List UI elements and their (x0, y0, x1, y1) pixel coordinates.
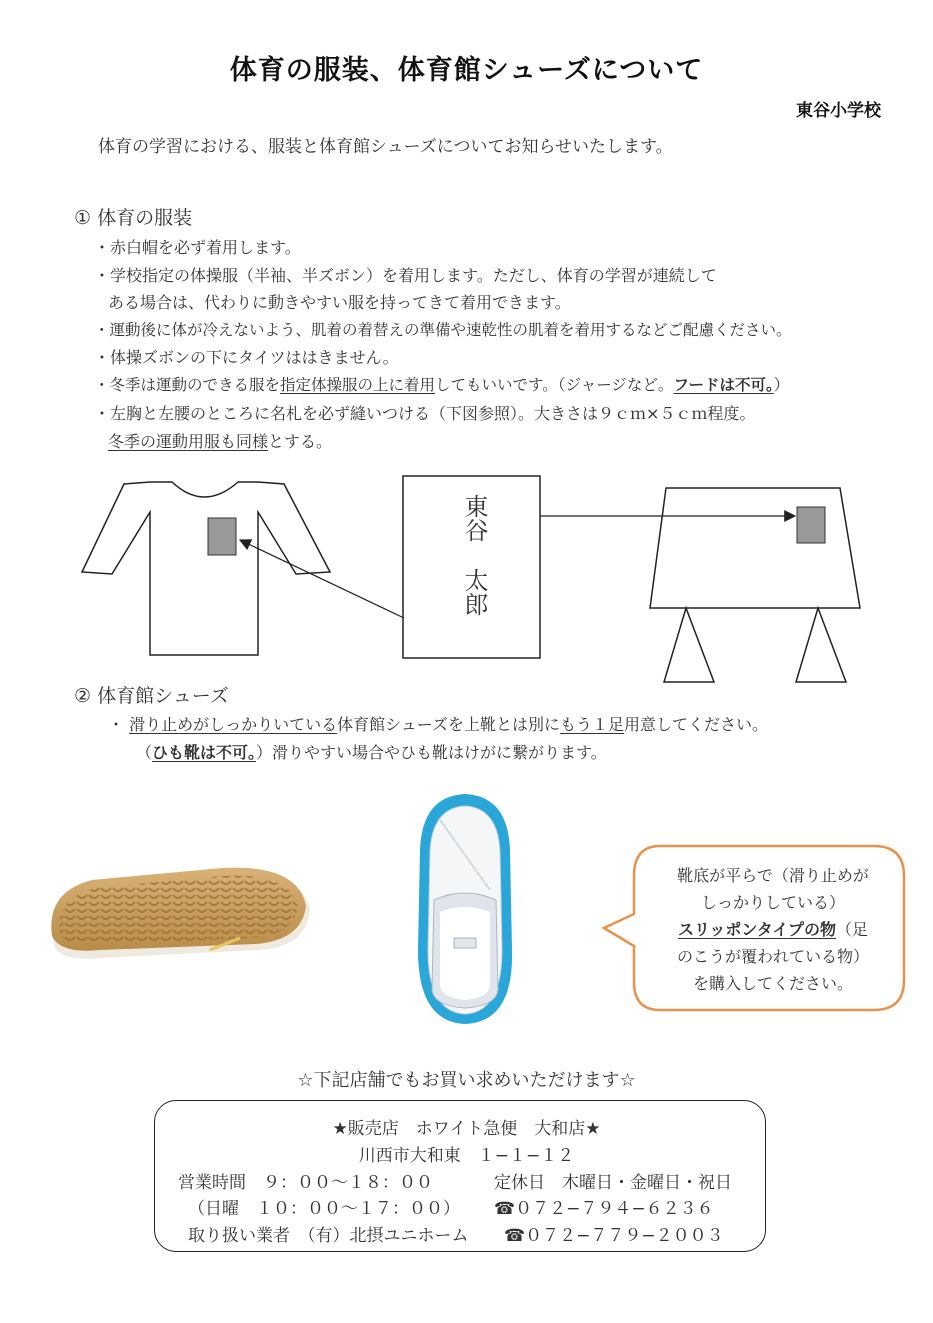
bubble-text (638, 862, 908, 997)
shoe-sole-image (40, 858, 320, 968)
shoes-bullet1-end: 用意してください。 (624, 715, 769, 734)
store-closed-days: 定休日 木曜日・金曜日・祝日 (494, 1173, 732, 1193)
clothing-bullet-7 (108, 429, 332, 452)
store-name: ★販売店 ホワイト急便 大和店★ (332, 1119, 601, 1139)
bubble-line-5: を購入してください。 (692, 974, 853, 993)
shoes-bullet2-end: ）滑りやすい場合やひも靴はけがに繋がります。 (256, 743, 607, 762)
bubble-bold: スリッポンタイプの物 (678, 920, 836, 939)
bullet7-underlined: 冬季の運動用服も同様 (108, 432, 269, 451)
bubble-line-1: 靴底が平らで（滑り止めが (677, 866, 869, 885)
page-title: 体育の服装、体育館シューズについて (229, 55, 704, 86)
bullet5-end: ） (773, 376, 790, 394)
bubble-line-4: のこうが覆われている物） (676, 947, 869, 966)
store-hours: 営業時間 ９：００〜１８：００ (178, 1173, 433, 1193)
shoes-bullet1-pre: ・ (108, 715, 130, 734)
bullet5-underlined: 指定体操服の上に着用 (280, 376, 436, 394)
shoes-bullet1-mid: 体育館シューズを上靴とは別に (337, 715, 560, 734)
shoes-bullet-2 (136, 740, 607, 763)
clothing-bullet-1: ・赤白帽を必ず着用します。 (94, 238, 301, 257)
clothing-bullet-3: ・運動後に体が冷えないよう、肌着の着替えの準備や速乾性の肌着を着用するなどご配慮ください。 (94, 321, 792, 339)
section2-heading: ② 体育館シューズ (74, 685, 229, 707)
clothing-bullet-2a: ・学校指定の体操服（半袖、半ズボン）を着用します。ただし、体育の学習が連続して (94, 266, 717, 285)
slip-on-shoe-image (410, 790, 520, 1028)
store-sunday-hours: （日曜 １０：００〜１７：００） (188, 1199, 460, 1219)
section1-heading: ① 体育の服装 (74, 207, 193, 229)
shorts-nametag (797, 507, 825, 543)
shirt-nametag (208, 518, 236, 555)
shoes-bullet1-underlined2: もう１足 (560, 715, 625, 734)
store-heading: ☆下記店舗でもお買い求めいただけます☆ (297, 1070, 636, 1091)
bullet5-pre: ・冬季は運動のできる服を (94, 376, 281, 394)
store-address: 川西市大和東 １−１−１２ (358, 1146, 575, 1166)
clothing-bullet-2b: ある場合は、代わりに動きやすい服を持ってきて着用できます。 (108, 293, 571, 312)
dealer-name: 取り扱い業者 （有）北摂ユニホーム (188, 1226, 469, 1246)
bullet7-end: とする。 (268, 432, 333, 451)
store-phone: ☎０７２−７９４−６２３６ (494, 1199, 714, 1219)
clothing-bullet-4: ・体操ズボンの下にタイツははきません。 (94, 348, 399, 367)
shoes-bullet-1 (108, 712, 768, 735)
clothing-bullet-6: ・左胸と左腰のところに名札を必ず縫いつける（下図参照）。大きさは９ｃｍ×５ｃｍ程度。 (94, 404, 756, 423)
nametag-given-name: 太郎 (460, 568, 488, 616)
bubble-line-3-end: （足 (835, 920, 868, 939)
clothing-bullet-5 (94, 373, 789, 395)
dealer-phone: ☎０７２−７７９−２００３ (504, 1226, 724, 1246)
shoes-bullet2-pre: （ (136, 743, 153, 762)
shoes-bullet1-underlined: 滑り止めがしっかりいている (129, 715, 338, 734)
nametag-surname: 東谷 (460, 494, 488, 542)
shoes-bullet2-bold: ひも靴は不可。 (152, 743, 257, 762)
bubble-line-2: しっかりしている） (700, 893, 845, 912)
bullet5-bold: フードは不可。 (673, 376, 774, 394)
bullet5-mid: してもいいです。（ジャージなど。 (435, 376, 674, 394)
school-name: 東谷小学校 (796, 101, 881, 121)
shorts-outline (650, 488, 860, 682)
shirt-outline (82, 482, 330, 655)
intro-text: 体育の学習における、服装と体育館シューズについてお知らせいたします。 (98, 137, 673, 157)
bubble-line-3 (638, 916, 908, 943)
